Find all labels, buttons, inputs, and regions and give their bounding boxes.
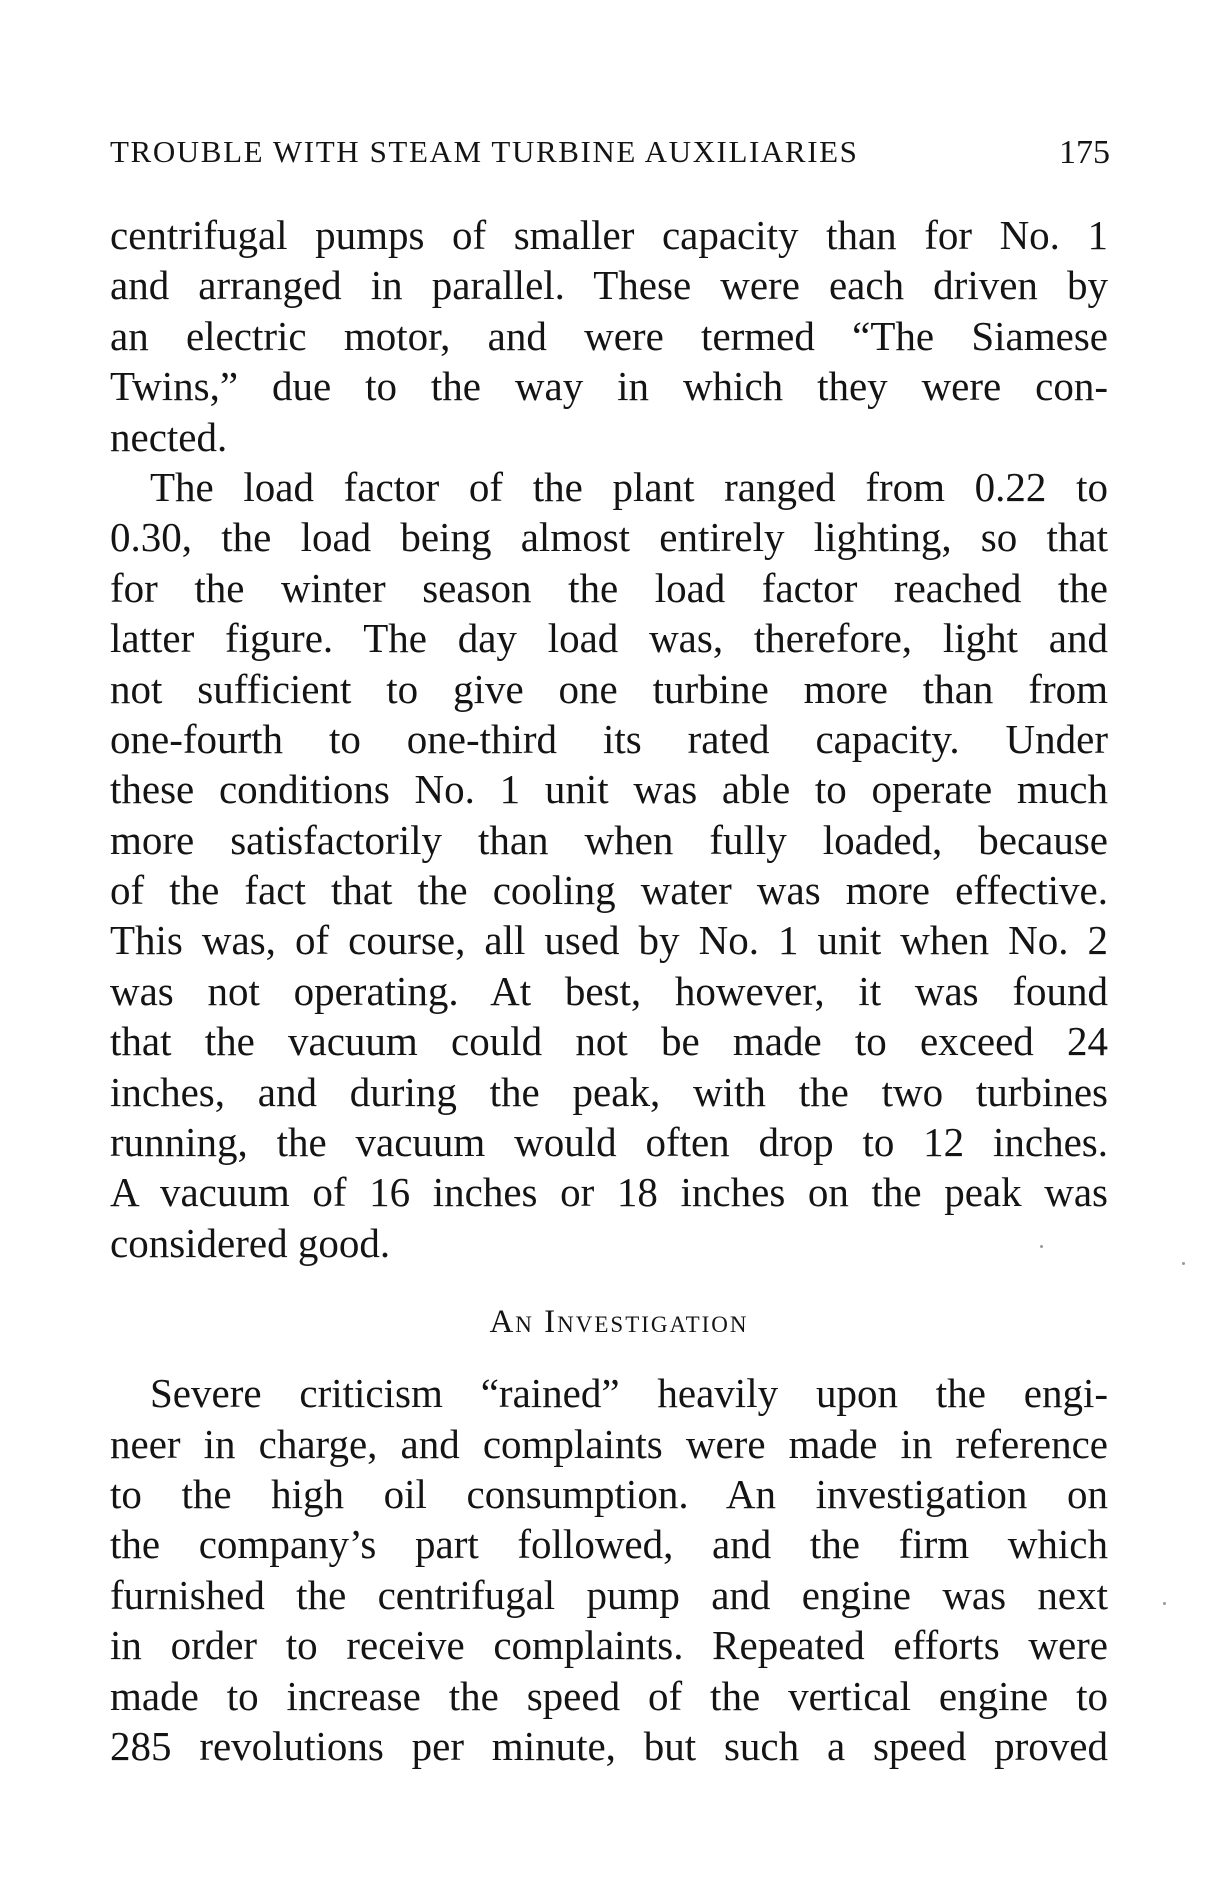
text-line: furnished the centrifugal pump and engine was next [110, 1571, 1108, 1618]
text-line: A vacuum of 16 inches or 18 inches on the peak was [110, 1169, 1108, 1216]
text-line: running, the vacuum would often drop to 12 inches. [110, 1119, 1108, 1166]
text-line: centrifugal pumps of smaller capacity than for No. 1 [110, 212, 1108, 258]
text-line: that the vacuum could not be made to exceed 24 [110, 1018, 1108, 1065]
text-line: in order to receive complaints. Repeated efforts were [110, 1622, 1108, 1669]
text-line: nected. [110, 413, 228, 460]
text-line: and arranged in parallel. These were each driven by [110, 262, 1108, 309]
text-line: these conditions No. 1 unit was able to operate much [110, 766, 1108, 813]
text-line: inches, and during the peak, with the two turbines [110, 1068, 1108, 1115]
text-line: The load factor of the plant ranged from 0.22 to [150, 463, 1108, 510]
text-line: was not operating. At best, however, it was found [110, 967, 1108, 1014]
text-line: to the high oil consumption. An investigation on [110, 1470, 1108, 1517]
running-title: TROUBLE WITH STEAM TURBINE AUXILIARIES [110, 134, 859, 169]
section-heading: An Investigation [489, 1304, 749, 1341]
text-line: considered good. [110, 1219, 391, 1266]
paragraph-investigation [110, 1368, 1108, 1771]
paragraph-continued [110, 210, 1108, 462]
text-line: This was, of course, all used by No. 1 unit when No. 2 [110, 917, 1108, 964]
running-head [110, 130, 1110, 180]
paper-speck [1163, 1602, 1166, 1605]
body-text [110, 210, 1108, 1771]
text-line: for the winter season the load factor reached the [110, 564, 1108, 611]
text-line: one-fourth to one-third its rated capacity. Under [110, 715, 1108, 762]
text-line: more satisfactorily than when fully loaded, because [110, 816, 1108, 863]
text-line: not sufficient to give one turbine more than from [110, 665, 1108, 712]
text-line: 285 revolutions per minute, but such a speed proved [110, 1722, 1108, 1769]
text-line: latter figure. The day load was, therefore, light and [110, 615, 1108, 662]
text-line: made to increase the speed of the vertical engine to [110, 1672, 1108, 1719]
text-line: Twins,” due to the way in which they were con- [110, 363, 1108, 410]
text-line: an electric motor, and were termed “The Siamese [110, 312, 1108, 359]
text-line: the company’s part followed, and the firm which [110, 1521, 1108, 1568]
paper-speck [1182, 1262, 1185, 1265]
text-line: 0.30, the load being almost entirely lighting, so that [110, 514, 1108, 561]
text-line: Severe criticism “rained” heavily upon the engi- [150, 1370, 1108, 1417]
text-line: neer in charge, and complaints were made in reference [110, 1420, 1108, 1467]
text-line: of the fact that the cooling water was more effective. [110, 867, 1108, 914]
paper-speck [1040, 1245, 1043, 1248]
page-number: 175 [1059, 134, 1110, 171]
paragraph-load-factor [110, 462, 1108, 1268]
